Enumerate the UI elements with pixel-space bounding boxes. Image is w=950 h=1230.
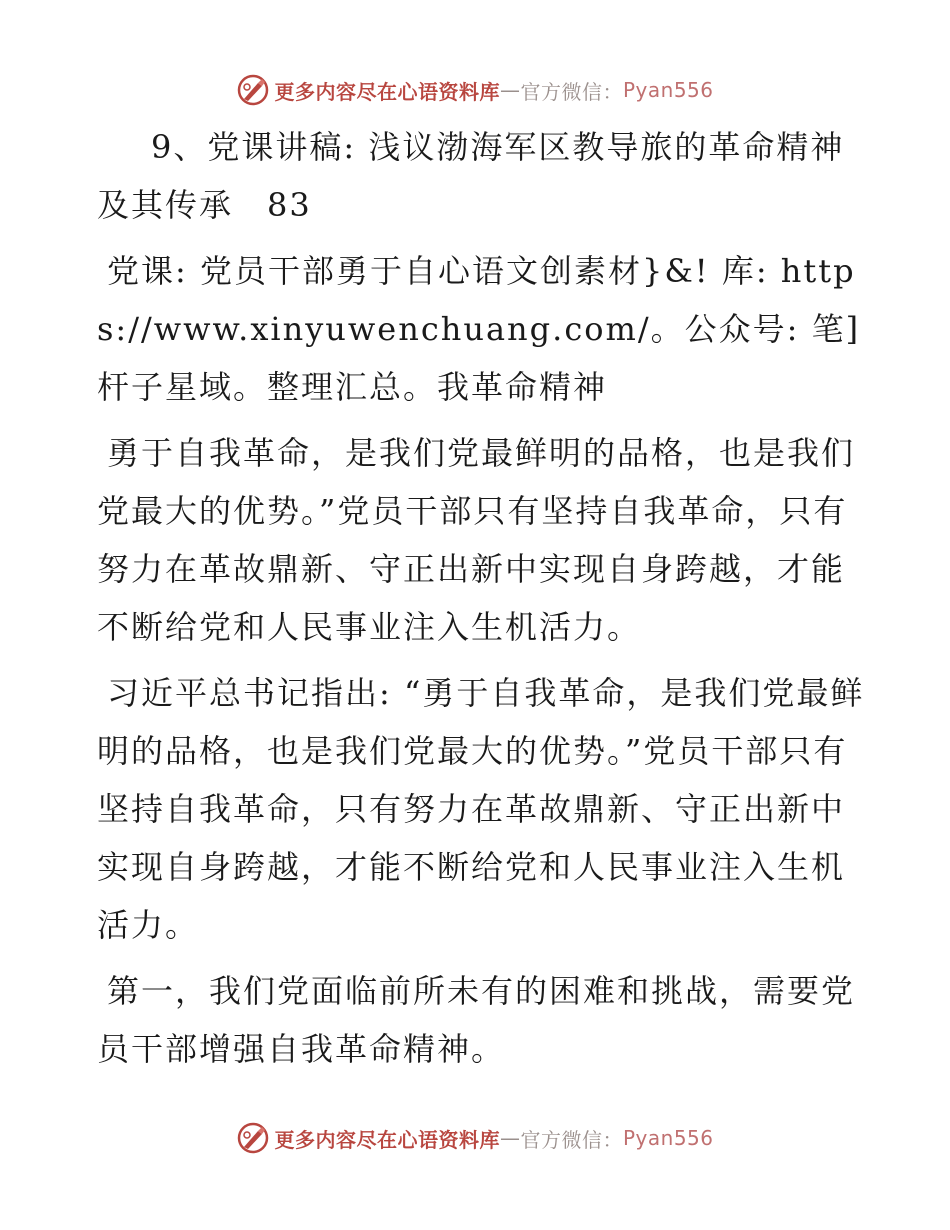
footer-watermark: [0, 1118, 950, 1158]
document-title: 9、党课讲稿: 浅议渤海军区教导旅的革命精神及其传承 83: [97, 128, 845, 224]
document-body: [97, 118, 867, 1086]
watermark-brand: 更多内容尽在心语资料库: [274, 1127, 500, 1152]
watermark-account: Pyan556: [622, 78, 714, 102]
watermark-separator: —: [499, 78, 521, 102]
brand-logo-icon: [236, 73, 270, 107]
watermark-official: 官方微信：: [520, 1127, 623, 1152]
paragraph-4: 第一，我们党面临前所未有的困难和挑战，需要党员干部增强自我革命精神。: [97, 972, 856, 1068]
watermark-account: Pyan556: [622, 1126, 714, 1150]
header-watermark: [0, 70, 950, 110]
paragraph-3: 习近平总书记指出: “勇于自我革命，是我们党最鲜明的品格，也是我们党最大的优势。”党员干部只有坚持自我革命，只有努力在革故鼎新、守正出新中实现自身跨越，才能不断给党和人民事业注入生机活力。: [97, 674, 865, 944]
paragraph-2: 勇于自我革命，是我们党最鲜明的品格，也是我们党最大的优势。”党员干部只有坚持自我革命，只有努力在革故鼎新、守正出新中实现自身跨越，才能不断给党和人民事业注入生机活力。: [97, 434, 856, 646]
watermark-separator: —: [499, 1126, 521, 1150]
paragraph-1: 党课: 党员干部勇于自心语文创素材}&! 库: https://www.xinyuwenchuang.com/。公众号: 笔]杆子星域。整理汇总。我革命精神: [97, 252, 861, 406]
watermark-official: 官方微信：: [520, 79, 623, 104]
brand-logo-icon: [236, 1121, 270, 1155]
watermark-brand: 更多内容尽在心语资料库: [274, 79, 500, 104]
